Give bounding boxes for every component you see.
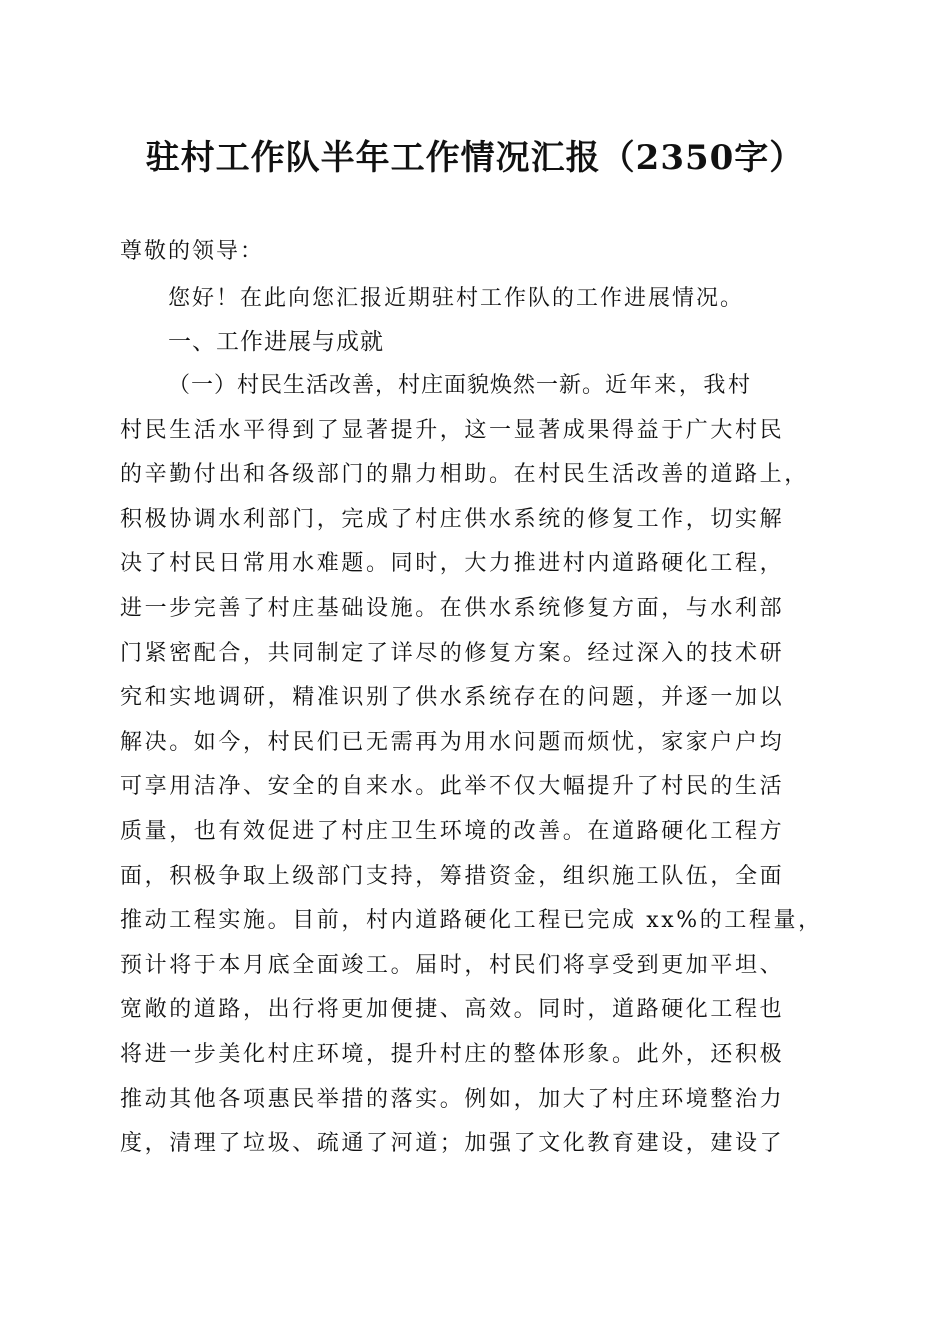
paragraph-line: 可享用洁净、安全的自来水。此举不仅大幅提升了村民的生活 [120,774,785,800]
document-title: 驻村工作队半年工作情况汇报（2350字） [145,138,805,178]
paragraph-line: 将进一步美化村庄环境，提升村庄的整体形象。此外，还积极 [120,1041,785,1067]
paragraph-line: 门紧密配合，共同制定了详尽的修复方案。经过深入的技术研 [120,640,785,666]
salutation: 尊敬的领导： [120,239,265,264]
paragraph-line: 决了村民日常用水难题。同时，大力推进村内道路硬化工程， [120,551,785,577]
paragraph-line-text: 近年来，我村 [605,373,753,398]
paragraph-line: 预计将于本月底全面竣工。届时，村民们将享受到更加平坦、 [120,952,785,978]
paragraph-line: 解决。如今，村民们已无需再为用水问题而烦忧，家家户户均 [120,729,785,755]
subheading: （一）村民生活改善，村庄面貌焕然一新。 [168,373,606,398]
paragraph-first-line [120,371,840,416]
section-heading: 一、工作进展与成就 [168,329,384,355]
paragraph-line: 的辛勤付出和各级部门的鼎力相助。在村民生活改善的道路上， [120,462,809,488]
greeting-paragraph: 您好！在此向您汇报近期驻村工作队的工作进展情况。 [168,286,745,311]
body-paragraph [120,371,840,1174]
paragraph-line: 推动工程实施。目前，村内道路硬化工程已完成 xx%的工程量， [120,908,823,934]
paragraph-line: 宽敞的道路，出行将更加便捷、高效。同时，道路硬化工程也 [120,997,785,1023]
paragraph-line: 质量，也有效促进了村庄卫生环境的改善。在道路硬化工程方 [120,818,785,844]
paragraph-line: 究和实地调研，精准识别了供水系统存在的问题，并逐一加以 [120,685,785,711]
paragraph-line: 积极协调水利部门，完成了村庄供水系统的修复工作，切实解 [120,506,785,532]
paragraph-line: 推动其他各项惠民举措的落实。例如，加大了村庄环境整治力 [120,1086,785,1112]
paragraph-line: 度，清理了垃圾、疏通了河道；加强了文化教育建设，建设了 [120,1131,785,1157]
paragraph-line: 进一步完善了村庄基础设施。在供水系统修复方面，与水利部 [120,595,785,621]
paragraph-line: 面，积极争取上级部门支持，筹措资金，组织施工队伍，全面 [120,863,785,889]
paragraph-line: 村民生活水平得到了显著提升，这一显著成果得益于广大村民 [120,417,785,443]
